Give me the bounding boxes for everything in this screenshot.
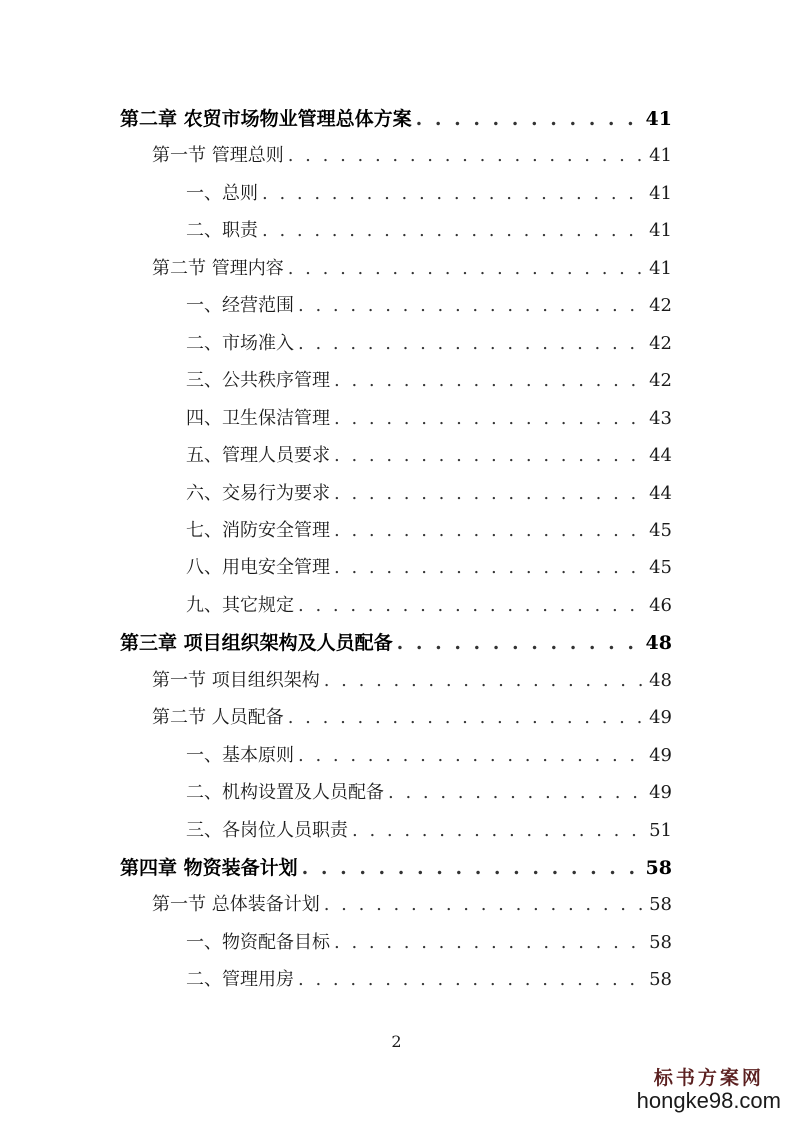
toc-chapter[interactable] (120, 624, 672, 654)
toc-leader-dots (302, 857, 640, 879)
toc-leader-dots (298, 333, 642, 355)
toc-title: 第一节 项目组织架构 (152, 670, 320, 691)
toc-page-number: 41 (649, 258, 672, 279)
toc-leader-dots (298, 595, 642, 617)
toc-page-number: 49 (649, 745, 672, 766)
toc-title: 一、经营范围 (186, 295, 294, 316)
toc-item[interactable] (186, 175, 672, 205)
toc-page-number: 41 (649, 220, 672, 241)
toc-page-number: 45 (649, 557, 672, 578)
toc-leader-dots (334, 370, 642, 392)
toc-item[interactable] (186, 512, 672, 542)
toc-item[interactable] (186, 587, 672, 617)
toc-leader-dots (262, 220, 642, 242)
toc-leader-dots (288, 707, 642, 729)
toc-item[interactable] (186, 287, 672, 317)
toc-leader-dots (262, 183, 642, 205)
toc-title: 二、管理用房 (186, 969, 294, 990)
toc-title: 三、各岗位人员职责 (186, 820, 348, 841)
toc-page-number: 41 (645, 108, 672, 130)
toc-leader-dots (334, 483, 642, 505)
toc-leader-dots (334, 445, 642, 467)
toc-section[interactable] (152, 699, 672, 729)
toc-item[interactable] (186, 774, 672, 804)
toc-title: 一、基本原则 (186, 745, 294, 766)
toc-page-number: 42 (649, 370, 672, 391)
toc-page-number: 44 (649, 483, 672, 504)
toc-page-number: 48 (649, 670, 672, 691)
watermark-url: hongke98.com (636, 1088, 781, 1113)
toc-title: 第二节 管理内容 (152, 258, 284, 279)
toc-leader-dots (416, 108, 640, 130)
toc-page-number: 58 (645, 857, 672, 879)
toc-leader-dots (288, 258, 642, 280)
toc-leader-dots (324, 894, 642, 916)
toc-page-number: 48 (645, 632, 672, 654)
toc-item[interactable] (186, 475, 672, 505)
toc-page-number: 51 (649, 820, 672, 841)
toc-leader-dots (298, 969, 642, 991)
toc-page-number: 46 (649, 595, 672, 616)
toc-page-number: 41 (649, 145, 672, 166)
toc-item[interactable] (186, 212, 672, 242)
toc-item[interactable] (186, 961, 672, 991)
toc-title: 第三章 项目组织架构及人员配备 (120, 632, 393, 654)
toc-leader-dots (388, 782, 642, 804)
toc-page-number: 49 (649, 707, 672, 728)
toc-leader-dots (334, 520, 642, 542)
toc-title: 第四章 物资装备计划 (120, 857, 298, 879)
toc-item[interactable] (186, 325, 672, 355)
toc-page-number: 58 (649, 894, 672, 915)
toc-item[interactable] (186, 737, 672, 767)
toc-leader-dots (324, 670, 642, 692)
toc-title: 九、其它规定 (186, 595, 294, 616)
toc-leader-dots (334, 408, 642, 430)
toc-section[interactable] (152, 886, 672, 916)
toc-chapter[interactable] (120, 100, 672, 130)
page-number: 2 (391, 1032, 402, 1051)
toc-page-number: 41 (649, 183, 672, 204)
toc-title: 八、用电安全管理 (186, 557, 330, 578)
toc-page-number: 58 (649, 932, 672, 953)
watermark-brand: 标书方案网 (653, 1067, 764, 1089)
toc-leader-dots (397, 632, 640, 654)
toc-item[interactable] (186, 549, 672, 579)
toc-title: 七、消防安全管理 (186, 520, 330, 541)
toc-leader-dots (298, 295, 642, 317)
toc-title: 第二章 农贸市场物业管理总体方案 (120, 108, 412, 130)
toc-title: 三、公共秩序管理 (186, 370, 330, 391)
toc-page-number: 43 (649, 408, 672, 429)
toc-item[interactable] (186, 924, 672, 954)
toc-page-number: 44 (649, 445, 672, 466)
toc-title: 第一节 总体装备计划 (152, 894, 320, 915)
toc-chapter[interactable] (120, 849, 672, 879)
toc-item[interactable] (186, 362, 672, 392)
toc-title: 第一节 管理总则 (152, 145, 284, 166)
toc-item[interactable] (186, 437, 672, 467)
toc-page-number: 49 (649, 782, 672, 803)
toc-item[interactable] (186, 400, 672, 430)
toc-page-number: 58 (649, 969, 672, 990)
toc-title: 一、总则 (186, 183, 258, 204)
toc-section[interactable] (152, 662, 672, 692)
toc-title: 四、卫生保洁管理 (186, 408, 330, 429)
toc-leader-dots (352, 820, 642, 842)
toc-title: 一、物资配备目标 (186, 932, 330, 953)
toc-title: 二、机构设置及人员配备 (186, 782, 384, 803)
toc-leader-dots (288, 145, 642, 167)
toc-page-number: 42 (649, 295, 672, 316)
toc-title: 五、管理人员要求 (186, 445, 330, 466)
site-watermark (637, 1063, 781, 1114)
toc-title: 六、交易行为要求 (186, 483, 330, 504)
toc-item[interactable] (186, 812, 672, 842)
toc-title: 第二节 人员配备 (152, 707, 284, 728)
toc-leader-dots (334, 557, 642, 579)
toc-section[interactable] (152, 250, 672, 280)
toc-page-number: 42 (649, 333, 672, 354)
toc-page-number: 45 (649, 520, 672, 541)
toc-leader-dots (298, 745, 642, 767)
toc-leader-dots (334, 932, 642, 954)
toc-section[interactable] (152, 137, 672, 167)
toc-title: 二、职责 (186, 220, 258, 241)
toc-title: 二、市场准入 (186, 333, 294, 354)
